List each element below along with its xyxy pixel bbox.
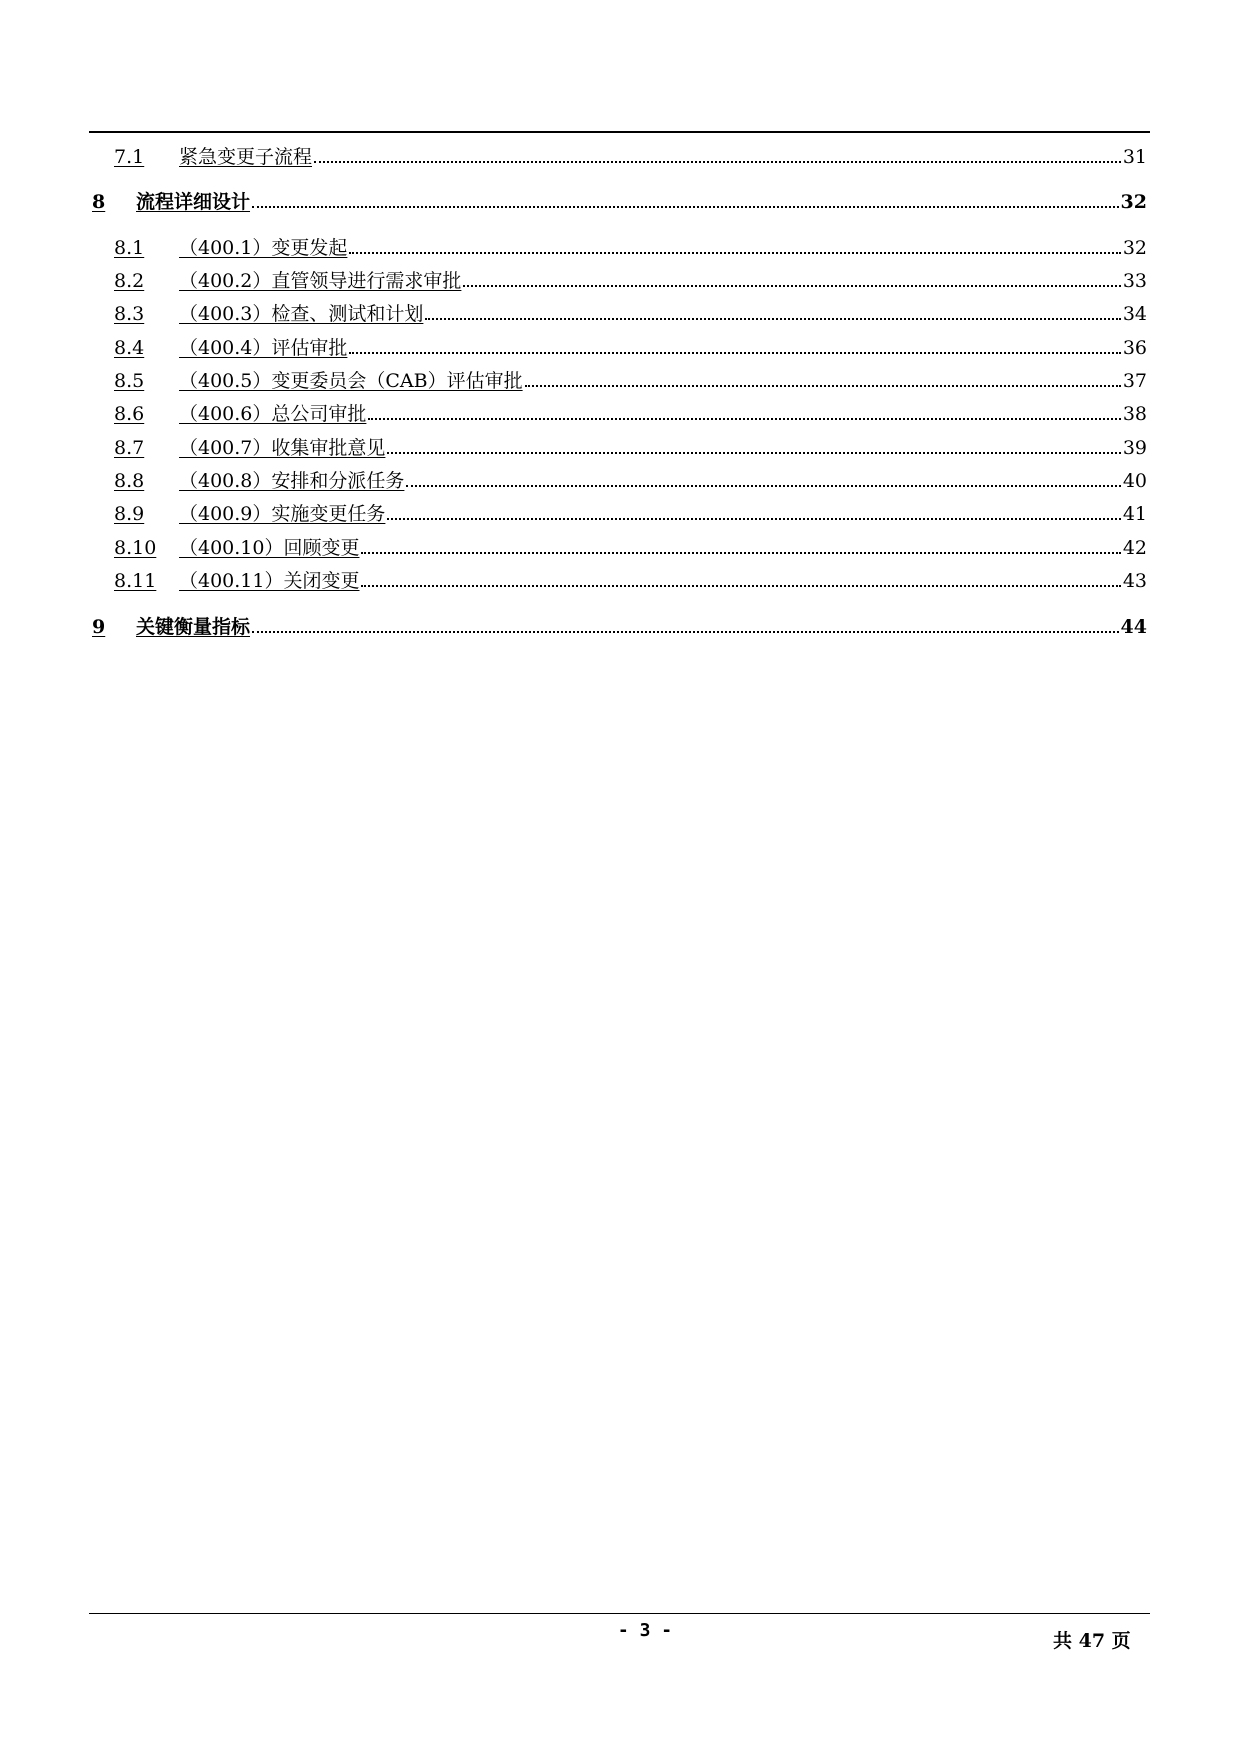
toc-number: 8.11 [114, 570, 157, 592]
toc-entry-7-1[interactable] [89, 139, 1147, 169]
toc-title: （400.4）评估审批 [179, 337, 348, 359]
toc-page: 38 [1122, 403, 1147, 425]
toc-entry-9[interactable] [89, 609, 1147, 639]
toc-number: 8.2 [114, 270, 145, 292]
toc-leader [361, 584, 1120, 587]
toc-page: 44 [1120, 616, 1147, 638]
header-rule [89, 131, 1150, 133]
toc-title: 流程详细设计 [136, 191, 251, 213]
toc-title: （400.9）实施变更任务 [179, 503, 386, 525]
toc-number: 8.7 [114, 437, 145, 459]
toc-entry-8-6[interactable] [89, 396, 1147, 426]
toc-title: 关键衡量指标 [136, 616, 251, 638]
toc-entry-8-2[interactable] [89, 263, 1147, 293]
toc-leader [525, 384, 1121, 387]
toc-leader [349, 251, 1120, 254]
toc-page: 32 [1120, 191, 1147, 213]
toc-title: （400.2）直管领导进行需求审批 [179, 270, 462, 292]
toc-number: 8.9 [114, 503, 145, 525]
toc-page: 39 [1122, 437, 1147, 459]
toc-leader [252, 630, 1119, 633]
toc-entry-8-11[interactable] [89, 563, 1147, 593]
toc-title: （400.8）安排和分派任务 [179, 470, 405, 492]
toc-page: 37 [1122, 370, 1147, 392]
toc-entry-8[interactable] [89, 184, 1147, 214]
toc-number: 7.1 [114, 146, 145, 168]
footer-rule [89, 1613, 1150, 1614]
toc-leader [387, 451, 1120, 454]
toc-leader [361, 551, 1120, 554]
toc-page: 42 [1122, 537, 1147, 559]
toc-leader [314, 160, 1121, 163]
toc-entry-8-8[interactable] [89, 463, 1147, 493]
toc-page: 34 [1122, 303, 1147, 325]
toc-number: 8.3 [114, 303, 145, 325]
toc-title: （400.3）检查、测试和计划 [179, 303, 424, 325]
page-number: - 3 - [617, 1620, 673, 1641]
toc-page: 33 [1122, 270, 1147, 292]
toc-title: （400.7）收集审批意见 [179, 437, 386, 459]
toc-page: 41 [1122, 503, 1147, 525]
toc-number: 8 [92, 191, 106, 213]
toc-number: 8.5 [114, 370, 145, 392]
toc-number: 8.4 [114, 337, 145, 359]
toc-title: 紧急变更子流程 [179, 146, 313, 168]
toc-entry-8-4[interactable] [89, 330, 1147, 360]
toc-leader [349, 351, 1120, 354]
toc-leader [252, 205, 1119, 208]
toc-entry-8-3[interactable] [89, 296, 1147, 326]
toc-title: （400.10）回顾变更 [179, 537, 360, 559]
toc-leader [368, 417, 1120, 420]
toc-entry-8-7[interactable] [89, 430, 1147, 460]
toc-number: 8.1 [114, 237, 145, 259]
toc-entry-8-5[interactable] [89, 363, 1147, 393]
toc-page: 40 [1122, 470, 1147, 492]
toc-page: 32 [1122, 237, 1147, 259]
toc-number: 9 [92, 616, 106, 638]
toc-title: （400.6）总公司审批 [179, 403, 367, 425]
toc-entry-8-9[interactable] [89, 496, 1147, 526]
toc-entry-8-10[interactable] [89, 530, 1147, 560]
toc-leader [387, 517, 1120, 520]
toc-entry-8-1[interactable] [89, 230, 1147, 260]
toc-leader [406, 484, 1120, 487]
toc-number: 8.10 [114, 537, 157, 559]
toc-page: 31 [1122, 146, 1147, 168]
toc-title: （400.5）变更委员会（CAB）评估审批 [179, 370, 523, 392]
toc-title: （400.1）变更发起 [179, 237, 348, 259]
toc-page: 36 [1122, 337, 1147, 359]
toc-page: 43 [1122, 570, 1147, 592]
toc-number: 8.6 [114, 403, 145, 425]
total-pages: 共 47 页 [1053, 1630, 1131, 1652]
toc-number: 8.8 [114, 470, 145, 492]
toc-leader [425, 317, 1120, 320]
toc-leader [463, 284, 1120, 287]
toc-title: （400.11）关闭变更 [179, 570, 360, 592]
